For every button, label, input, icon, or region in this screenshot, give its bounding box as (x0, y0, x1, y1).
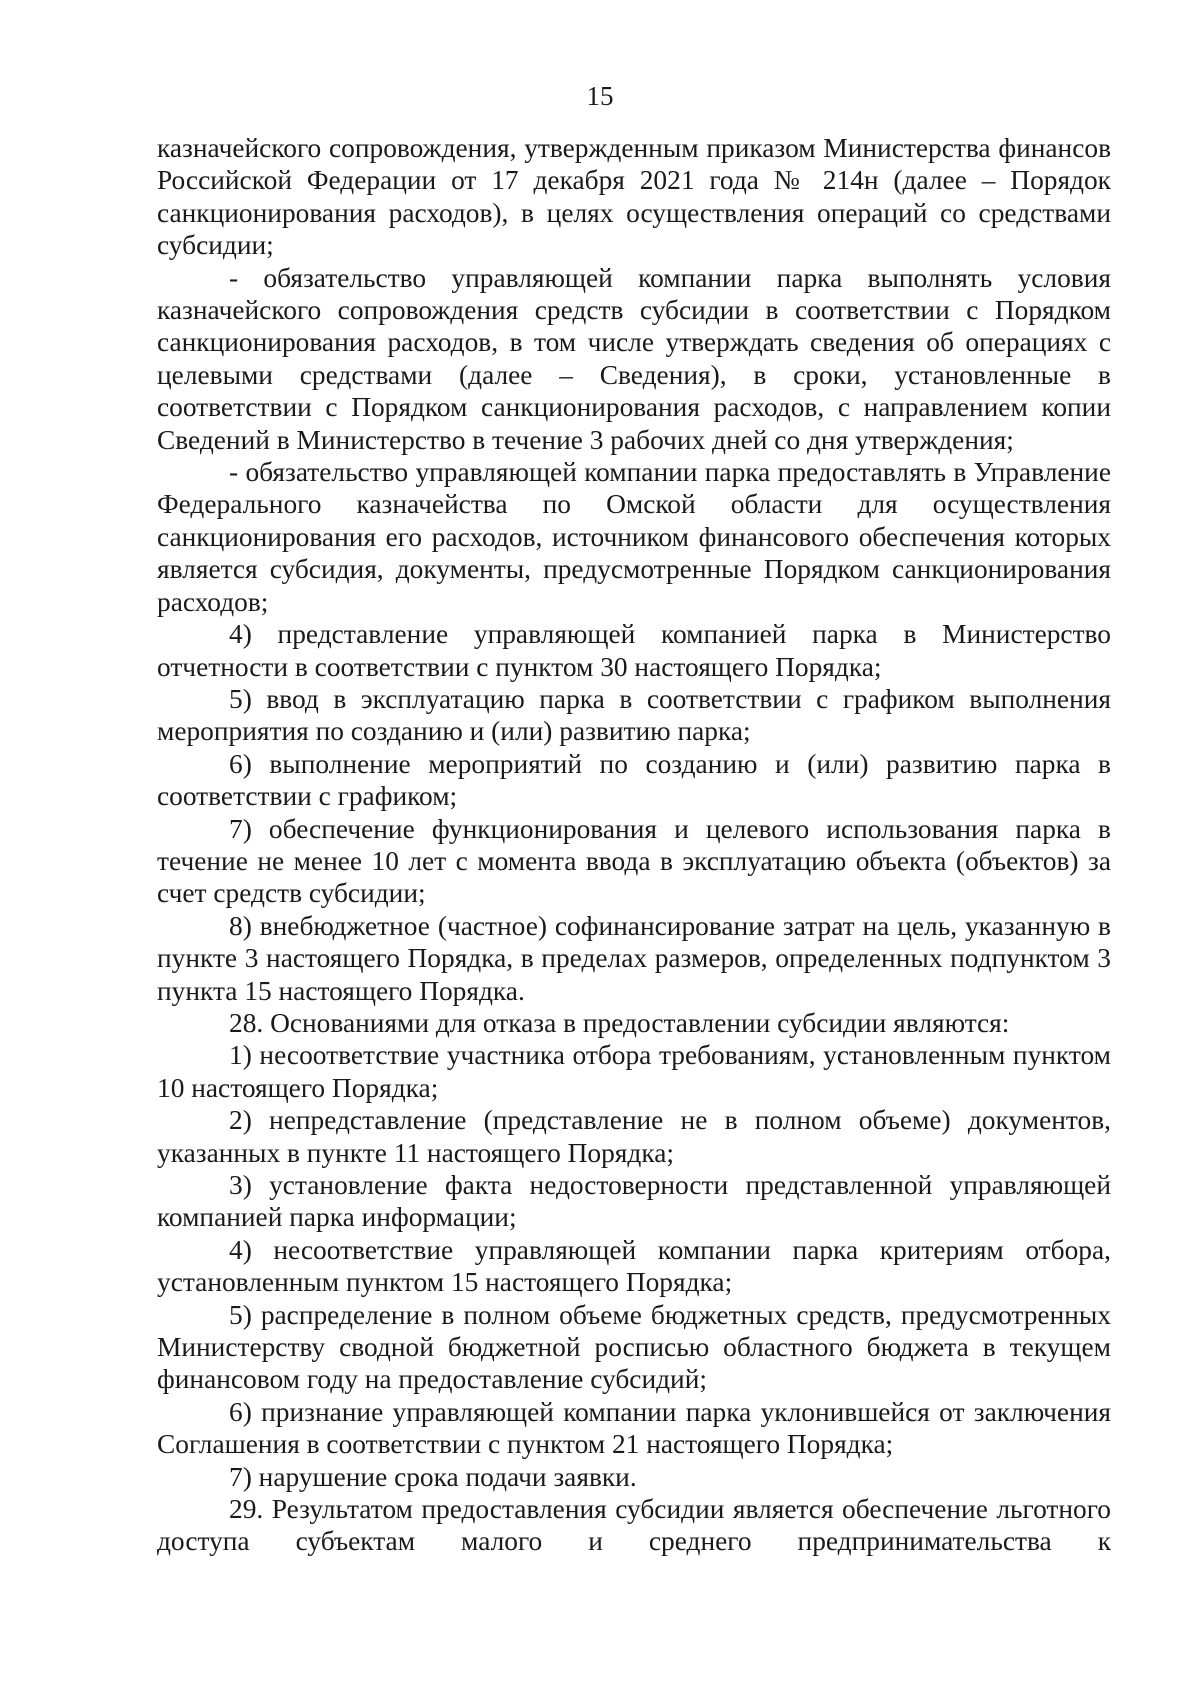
paragraph: - обязательство управляющей компании парка выполнять условия казначейского сопровождения средств субсидии в соответствии с Порядком санкционирования расходов, в том числе утверждать сведения об операциях с целевыми средствами (далее – Сведения), в сроки, установленные в соответствии с Порядком санкционирования расходов, с направлением копии Сведений в Министерство в течение 3 рабочих дней со дня утверждения; (157, 262, 1111, 455)
paragraph: 1) несоответствие участника отбора требованиям, установленным пунктом 10 настоящего Порядка; (157, 1040, 1111, 1103)
paragraph: 7) нарушение срока подачи заявки. (229, 1461, 637, 1492)
paragraph: 2) непредставление (представление не в полном объеме) документов, указанных в пункте 11 настоящего Порядка; (157, 1105, 1111, 1168)
paragraph: 4) несоответствие управляющей компании парка критериям отбора, установленным пунктом 15 настоящего Порядка; (157, 1234, 1111, 1298)
page-number: 15 (586, 81, 614, 111)
paragraph: 6) выполнение мероприятий по созданию и (или) развитию парка в соответствии с графиком; (157, 748, 1111, 812)
paragraph: 4) представление управляющей компанией парка в Министерство отчетности в соответствии с пунктом 30 настоящего Порядка; (157, 619, 1111, 682)
paragraph: 5) распределение в полном объеме бюджетных средств, предусмотренных Министерству сводной бюджетной росписью областного бюджета в текущем финансовом году на предоставление субсидий; (157, 1299, 1111, 1395)
paragraph: 8) внебюджетное (частное) софинансирование затрат на цель, указанную в пункте 3 настоящего Порядка, в пределах размеров, определенных подпунктом 3 пункта 15 настоящего Порядка. (157, 910, 1111, 1006)
paragraph: 6) признание управляющей компании парка уклонившейся от заключения Соглашения в соответствии с пунктом 21 настоящего Порядка; (157, 1396, 1111, 1460)
paragraph: 7) обеспечение функционирования и целевого использования парка в течение не менее 10 лет с момента ввода в эксплуатацию объекта (объектов) за счет средств субсидии; (157, 813, 1111, 909)
document-body (157, 132, 1111, 1558)
paragraph: 28. Основаниями для отказа в предоставлении субсидии являются: (229, 1007, 1010, 1038)
paragraph: 3) установление факта недостоверности представленной управляющей компанией парка информации; (157, 1170, 1111, 1233)
paragraph: - обязательство управляющей компании парка предоставлять в Управление Федерального казначейства по Омской области для осуществления санкционирования его расходов, источником финансового обеспечения которых является субсидия, документы, предусмотренные Порядком санкционирования расходов; (157, 457, 1111, 617)
paragraph: 29. Результатом предоставления субсидии является обеспечение льготного доступа субъектам малого и среднего предпринимательства к (157, 1494, 1111, 1557)
paragraph: казначейского сопровождения, утвержденным приказом Министерства финансов Российской Федерации от 17 декабря 2021 года № 214н (далее – Порядок санкционирования расходов), в целях осуществления операций со средствами субсидии; (157, 133, 1111, 261)
paragraph: 5) ввод в эксплуатацию парка в соответствии с графиком выполнения мероприятия по созданию и (или) развитию парка; (157, 683, 1111, 747)
